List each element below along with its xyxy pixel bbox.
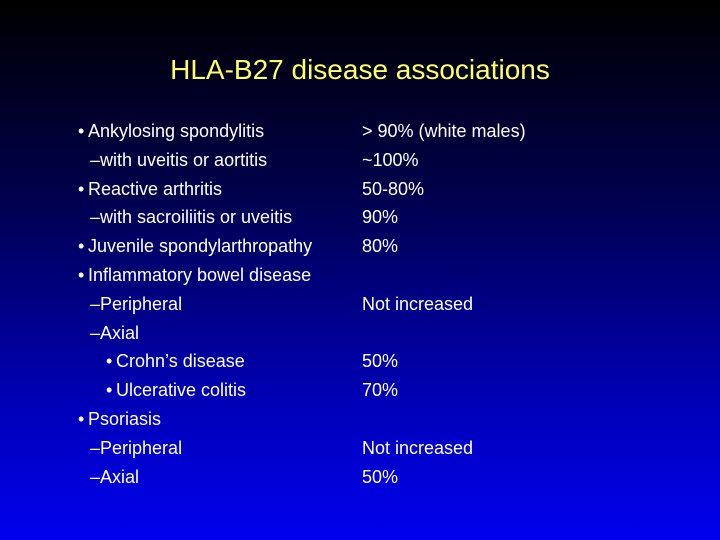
bullet-icon: •	[106, 351, 113, 372]
association-value: 50-80%	[362, 178, 425, 199]
condition-row	[78, 175, 368, 204]
association-value: 50%	[362, 466, 399, 487]
condition-label: Psoriasis	[88, 408, 162, 429]
condition-row	[78, 405, 368, 434]
association-value: 70%	[362, 380, 399, 401]
condition-row	[78, 434, 368, 463]
dash-marker: –	[90, 293, 101, 314]
dash-marker: –	[90, 322, 101, 343]
association-value: ~100%	[362, 149, 419, 170]
condition-label: Axial	[100, 322, 140, 343]
condition-row	[78, 376, 368, 405]
condition-row	[78, 319, 368, 348]
dash-marker: –	[90, 437, 101, 458]
condition-row	[78, 146, 368, 175]
association-value	[362, 405, 622, 434]
bullet-icon: •	[78, 178, 85, 199]
condition-row	[78, 347, 368, 376]
bullet-icon: •	[106, 380, 113, 401]
condition-label: Ulcerative colitis	[116, 380, 247, 401]
condition-label: with sacroiliitis or uveitis	[100, 207, 293, 228]
association-value: Not increased	[362, 437, 474, 458]
condition-label: Juvenile spondylarthropathy	[88, 236, 313, 257]
bullet-icon: •	[78, 408, 85, 429]
condition-row	[78, 232, 368, 261]
condition-label: Crohn’s disease	[116, 351, 245, 372]
dash-marker: –	[90, 466, 101, 487]
condition-label: Ankylosing spondylitis	[88, 121, 265, 141]
association-value	[362, 261, 622, 290]
condition-row	[78, 261, 368, 290]
association-value: 90%	[362, 207, 399, 228]
condition-row	[78, 463, 368, 492]
bullet-icon: •	[78, 236, 85, 257]
condition-label: Peripheral	[100, 293, 183, 314]
association-value: Not increased	[362, 293, 474, 314]
association-value	[362, 319, 622, 348]
association-value: 80%	[362, 236, 399, 257]
slide-title: HLA-B27 disease associations	[170, 54, 550, 85]
condition-label: Inflammatory bowel disease	[88, 264, 312, 285]
condition-row	[78, 203, 368, 232]
dash-marker: –	[90, 149, 101, 170]
association-value: 50%	[362, 351, 399, 372]
condition-label: with uveitis or aortitis	[100, 149, 268, 170]
bullet-icon: •	[78, 264, 85, 285]
dash-marker: –	[90, 207, 101, 228]
condition-list	[78, 117, 368, 491]
association-value: > 90% (white males)	[362, 121, 526, 141]
bullet-icon: •	[78, 121, 85, 141]
association-values	[362, 117, 622, 491]
condition-label: Peripheral	[100, 437, 183, 458]
condition-row	[78, 117, 368, 146]
condition-label: Reactive arthritis	[88, 178, 223, 199]
condition-row	[78, 290, 368, 319]
condition-label: Axial	[100, 466, 140, 487]
